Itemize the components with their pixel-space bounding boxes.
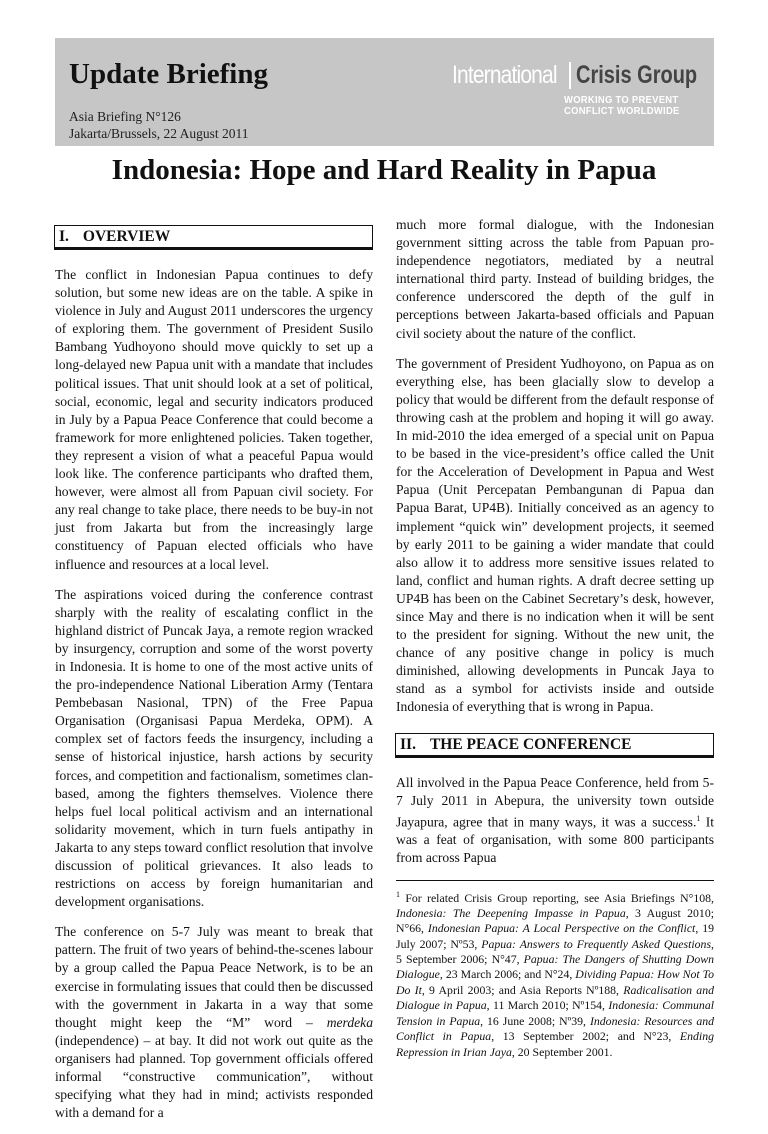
footnote-reference[interactable]: 1 [696, 813, 701, 823]
paragraph-text: It was a feat of organisation, with some 800 participants from across Papua [396, 814, 714, 866]
logo-tagline [564, 95, 690, 117]
logo-international: International [452, 61, 557, 89]
paragraph-text: (independence) – at bay. It did not work out quite as the organisers had planned. Top government officials offered informal “constructive communication”, without specifying what they had in mind; activists responded with a demand for a [55, 1032, 373, 1121]
paragraph-italic: merdeka [326, 1014, 373, 1030]
left-column [55, 225, 373, 1134]
section-title: OVERVIEW [82, 228, 171, 245]
footnote-citation-title: Papua: The Dangers of Shutting Down Dialogue [396, 952, 714, 982]
briefing-series: Asia Briefing N°126 [69, 109, 181, 124]
section-title: THE PEACE CONFERENCE [429, 735, 632, 753]
footnote-citation-title: Radicalisation and Dialogue in Papua [396, 982, 714, 1013]
document-title: Indonesia: Hope and Hard Reality in Papua [111, 154, 657, 186]
footnote-text: , 11 March 2010; Nº154, [486, 998, 609, 1013]
paragraph [396, 774, 714, 868]
footnote-citation-title: Ending Repression in Irian Jaya [396, 1029, 714, 1059]
footnote-citation-title: Papua: Answers to Frequently Asked Questions [481, 936, 712, 951]
section-heading-overview [54, 225, 373, 250]
logo-crisis-group: Crisis Group [576, 61, 698, 89]
paragraph: much more formal dialogue, with the Indonesian government sitting across the table from Papuan pro-independence negotiators, mediated by a neutral international third party. Instead of building bridges, the conference underscored the depth of the gulf in perceptions between Jakarta-based officials and Papuan civil society about the nature of the conflict. [396, 217, 714, 341]
section-number: II. [400, 735, 416, 753]
footnote-citation-title: Indonesia: Communal Tension in Papua [396, 998, 714, 1028]
footnote-text: , 20 September 2001. [511, 1044, 613, 1059]
paragraph-text: All involved in the Papua Peace Conference, held from 5-7 July 2011 in Abepura, the university town outside Jayapura, agree that in many ways, it was a success. [396, 774, 714, 830]
footnote-text: , 5 September 2006; N°47, [396, 936, 714, 967]
section-heading-peace-conference [395, 733, 714, 758]
logo-tagline-line2: CONFLICT WORLDWIDE [564, 105, 680, 117]
paragraph [55, 923, 373, 1122]
paragraph-text: The conference on 5-7 July was meant to break that pattern. The fruit of two years of behind-the-scenes labour by a group called the Papua Peace Network, is to be an exercise in formulating issues that could then be discussed with the government in Jakarta in a way that some thought might keep the “M” word – [55, 924, 373, 1030]
footnote-text: , 16 June 2008; Nº39, [480, 1013, 590, 1028]
footnote-text: , 19 July 2007; Nº53, [396, 921, 714, 951]
footnote-text: , 9 April 2003; and Asia Reports Nº188, [421, 982, 624, 997]
footnote-text: , 13 September 2002; and N°23, [491, 1029, 680, 1044]
header-banner [55, 38, 714, 146]
crisis-group-logo [452, 60, 702, 117]
paragraph: The government of President Yudhoyono, on Papua as on everything else, has been glacially slow to develop a policy that would be different from the default response of throwing cash at the problem and hoping it will go away. In mid-2010 the idea emerged of a special unit on Papua to be based in the vice-president’s office called the Unit for the Acceleration of Development in Papua and West Papua (Unit Percepatan Pembangunan di Papua dan Papua Barat, UP4B). Initially conceived as an agency to implement “quick win” development projects, it seemed by early 2011 to be gaining a wider mandate that could also allow it to address more sensitive issues related to land, conflict and human rights. A draft decree setting up UP4B has been on the Cabinet Secretary’s desk, however, since May and there is no indication when it will be sent to the president for signing. Without the new unit, the chance of any positive change in policy is much diminished, allowing developments in Puncak Jaya to stand as a symbol for activists inside and outside Indonesia of everything that is wrong in Papua. [396, 355, 714, 715]
right-column [396, 216, 714, 1072]
footnote-citation-title: Dividing Papua: How Not To Do It [396, 967, 714, 997]
footnote-text: , 23 March 2006; and N°24, [439, 967, 576, 982]
footnote-citation-title: Indonesia: The Deepening Impasse in Papua [396, 905, 626, 920]
paragraph: The aspirations voiced during the conference contrast sharply with the reality of escalating conflict in the highland district of Puncak Jaya, a remote region wracked by insurgency, corruption and some of the worst poverty in Indonesia. It is home to one of the most active units of the pro-independence National Liberation Army (Tentara Pembebasan Nasional, TPN) of the Free Papua Organisation (Organisasi Papua Merdeka, OPM). A complex set of factors feeds the insurgency, including a sense of historical injustice, harsh actions by security forces, and competition and factionalism, sometimes clan-based, among the fighters themselves. Violence there helps fuel local political activism and an international solidarity movement, which in turn fuels antipathy in Jakarta to any steps toward conflict resolution that involve discussion of political grievances. It also leads to restrictions on access by foreign humanitarian and development organisations. [55, 586, 373, 910]
footnote-rule [396, 880, 714, 881]
footnote-number: 1 [396, 889, 400, 899]
footnote-text: For related Crisis Group reporting, see Asia Briefings N°108, [400, 890, 714, 905]
footnote-citation-title: Indonesia: Resources and Conflict in Papua [396, 1013, 715, 1044]
section-number: I. [59, 228, 69, 245]
logo-tagline-line1: WORKING TO PREVENT [564, 94, 679, 106]
footnote-text: , 3 August 2010; N°66, [396, 905, 714, 936]
update-briefing-title: Update Briefing [69, 58, 268, 90]
dateline: Jakarta/Brussels, 22 August 2011 [69, 126, 249, 141]
logo-divider [569, 62, 571, 89]
footnote-citation-title: Indonesian Papua: A Local Perspective on the Conflict [427, 921, 696, 936]
paragraph: The conflict in Indonesian Papua continues to defy solution, but some new ideas are on the table. A spike in violence in July and August 2011 underscores the urgency of exploring them. The government of President Susilo Bambang Yudhoyono should move quickly to set up a long-delayed new Papua unit with a mandate that includes political issues. That unit should look at a set of political, social, economic, legal and security indicators produced in July by a Papua Peace Conference that could become a framework for more enlightened policies. Taken together, they represent a vision of what a peaceful Papua would look like. The conference participants who drafted them, however, were almost all from Papuan civil society. For any real change to take place, there needs to be buy-in not just from Jakarta but from the increasingly large constituency of Papuan elected officials who have influence and resources at a local level. [55, 267, 373, 572]
footnote [396, 887, 714, 1060]
